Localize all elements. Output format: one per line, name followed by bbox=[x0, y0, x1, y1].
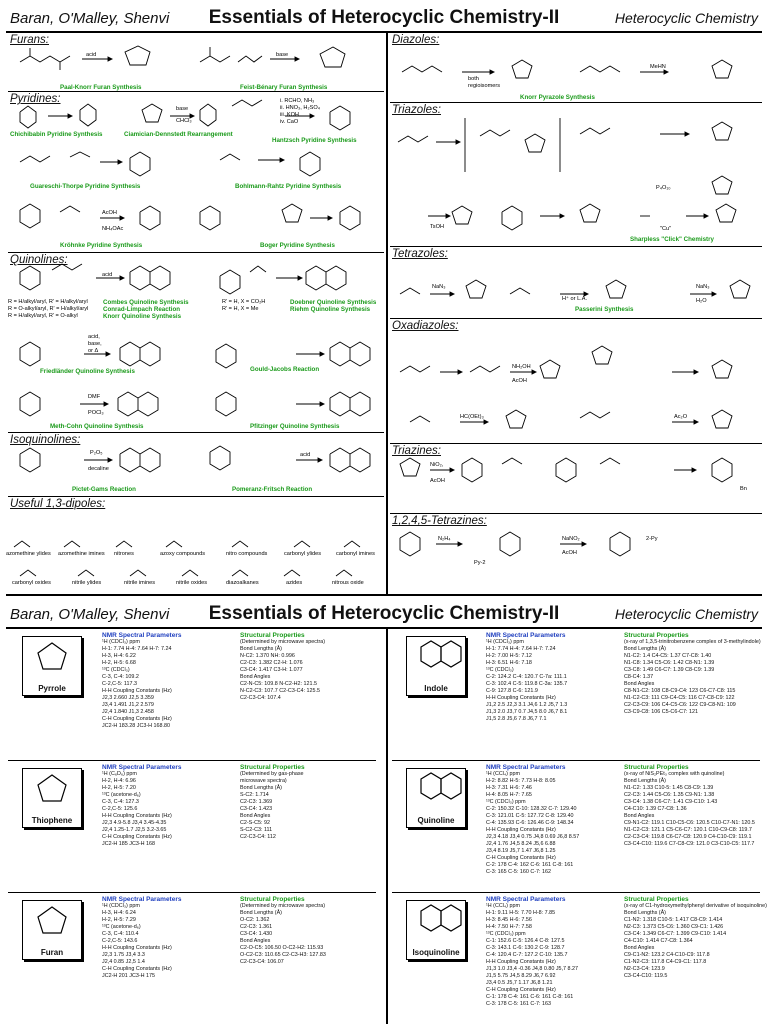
dipole-8: nitrile ylides bbox=[72, 580, 102, 586]
nmr-line: ¹H (CDCl₃) ppm bbox=[102, 903, 140, 909]
nmr-line: C-H Coupling Constants (Hz) bbox=[102, 716, 172, 722]
friedlander-cond-1: acid, bbox=[88, 334, 100, 340]
nmr-line: C-3: 102.4 C-5: 119.8 C-3a: 135.7 bbox=[486, 681, 568, 687]
structural-properties bbox=[240, 764, 305, 841]
reaction-krohnke: Kröhnke Pyridine Synthesis bbox=[60, 242, 143, 249]
molecule-card bbox=[22, 900, 82, 960]
reagent-nano2: NaNO₂ bbox=[562, 536, 580, 542]
structural-line: Bond Lengths (Å) bbox=[624, 910, 666, 916]
section-tetrazines: 1,2,4,5-Tetrazines: bbox=[392, 515, 487, 527]
molecule-card bbox=[406, 900, 466, 960]
reagent-hcoet3: HC(OEt)₃ bbox=[460, 414, 484, 420]
nmr-line: C-1: 178 C-4: 161 C-6: 161 C-8: 161 bbox=[486, 994, 574, 1000]
combes-note-3: R = H/alkyl/aryl, R' = O-alkyl bbox=[8, 313, 78, 319]
structural-properties bbox=[624, 632, 761, 716]
dipole-5: carbonyl ylides bbox=[284, 551, 321, 557]
structural-line: Bond Lengths (Å) bbox=[240, 910, 282, 916]
molecule-name: Quinoline bbox=[417, 816, 455, 825]
nmr-line: C-9: 127.8 C-6: 121.9 bbox=[486, 688, 538, 694]
nmr-line: H-3: 6.51 H-6: 7.18 bbox=[486, 660, 532, 666]
structural-line: (Determined by gas-phase bbox=[240, 771, 304, 777]
molecule-card bbox=[406, 768, 466, 828]
nmr-line: H-1: 7.74 H-4: 7.64 H-7: 7.24 bbox=[102, 646, 172, 652]
reagent-nan3-2: NaN₃ bbox=[696, 284, 710, 290]
section-dipoles: Useful 1,3-dipoles: bbox=[10, 498, 106, 510]
nmr-line: H-3: 8.45 H-6: 7.56 bbox=[486, 917, 532, 923]
nmr-line: C-2,C-5: 125.6 bbox=[102, 806, 138, 812]
reaction-hantzsch: Hantzsch Pyridine Synthesis bbox=[272, 137, 357, 144]
nmr-line: J2,4 1.76 J4,5 8.24 J5,6 6.88 bbox=[486, 841, 556, 847]
structural-line: O-C2: 1.362 bbox=[240, 917, 270, 923]
nmr-heading: NMR Spectral Parameters bbox=[102, 764, 182, 771]
section-diazoles: Diazoles: bbox=[392, 34, 440, 46]
nmr-line: C-4: 135.93 C-6: 126.46 C-9: 148.34 bbox=[486, 820, 574, 826]
nmr-line: H-1: 9.11 H-5: 7.70 H-8: 7.85 bbox=[486, 910, 556, 916]
nmr-line: H-1: 7.74 H-4: 7.64 H-7: 7.24 bbox=[486, 646, 556, 652]
structural-line: C1-N2-C3: 117.8 C4-C9-C1: 117.8 bbox=[624, 959, 707, 965]
nmr-line: H-H Coupling Constants (Hz) bbox=[102, 688, 172, 694]
structural-line: C4-C10: 1.39 C7-C8: 1.36 bbox=[624, 806, 687, 812]
structural-heading: Structural Properties bbox=[240, 632, 305, 639]
nmr-line: ¹H (C₆D₆) ppm bbox=[102, 771, 137, 777]
reaction-passerini: Passerini Synthesis bbox=[575, 306, 634, 313]
structural-line: microwave spectra) bbox=[240, 778, 287, 784]
reagent-chcl3: CHCl₃ bbox=[176, 118, 192, 124]
diazole-cond-2: regioisomers bbox=[468, 83, 501, 89]
structural-line: Bond Lengths (Å) bbox=[240, 785, 282, 791]
reaction-sharpless: Sharpless "Click" Chemistry bbox=[630, 236, 714, 243]
nmr-line: H-2, H-5: 7.29 bbox=[102, 917, 136, 923]
structural-line: C3-C4: 1.349 C6-C7: 1.399 C9-C10: 1.414 bbox=[624, 931, 727, 937]
structural-line: C2-C3: 1.382 C2-H: 1.076 bbox=[240, 660, 303, 666]
structural-line: Bond Lengths (Å) bbox=[624, 778, 666, 784]
panel-divider bbox=[392, 760, 760, 761]
nmr-line: C-3: 178 C-5: 161 C-7: 163 bbox=[486, 1001, 552, 1007]
reagent-acid: acid bbox=[86, 52, 97, 58]
nmr-line: JC2-H 201 JC3-H 175 bbox=[102, 973, 156, 979]
nmr-line: C-3, C-4: 110.4 bbox=[102, 931, 139, 937]
structural-line: N1-C2: 1.33 C10-5: 1.45 C8-C9: 1.39 bbox=[624, 785, 714, 791]
nmr-line: H-H Coupling Constants (Hz) bbox=[102, 945, 172, 951]
reagent-acoh-2: AcOH bbox=[430, 478, 445, 484]
nmr-line: ¹H (CDCl₃) ppm bbox=[102, 639, 140, 645]
reaction-knorr-pyrazole: Knorr Pyrazole Synthesis bbox=[520, 94, 595, 101]
nmr-line: C-2,C-5: 143.6 bbox=[102, 938, 138, 944]
nmr-line: J2,3 2.660 J2,5 3.359 bbox=[102, 695, 154, 701]
nmr-line: C-2: 124.2 C-4: 120.7 C-7a: 111.1 bbox=[486, 674, 567, 680]
pictet-cond-1: P₂O₅ bbox=[90, 450, 103, 456]
nmr-parameters bbox=[102, 632, 181, 730]
structural-line: C4-C10: 1.414 C7-C8: 1.364 bbox=[624, 938, 693, 944]
structural-line: N1-C2-C3: 111 C9-C4-C5: 116 C7-C8-C9: 122 bbox=[624, 695, 735, 701]
reaction-gould-jacobs: Gould-Jacobs Reaction bbox=[250, 366, 320, 373]
nmr-line: C-H Coupling Constants (Hz) bbox=[486, 855, 556, 861]
structural-line: C2-C3-C9: 106 C4-C5-C6: 122 C9-C8-N1: 109 bbox=[624, 702, 736, 708]
nmr-line: J1,2 2.5 J2,3 3.1 J4,6 1.2 J5,7 1.3 bbox=[486, 702, 568, 708]
nmr-line: J2,4 1.840 J1,3 2.458 bbox=[102, 709, 154, 715]
nmr-line: C-2,C-5: 117.3 bbox=[102, 681, 137, 687]
dipole-4: nitro compounds bbox=[226, 551, 268, 557]
combes-note-2: R = O-alkyl/aryl, R' = H/alkyl/aryl bbox=[8, 306, 89, 312]
page1-header bbox=[6, 4, 762, 34]
structural-line: C9-N1-C2: 119.1 C10-C5-C6: 120.5 C10-C7-N1: 120.5 bbox=[624, 820, 755, 826]
nmr-line: J1,3 2.0 J3,7 0.7 J4,5 8.0 J6,7 8.1 bbox=[486, 709, 568, 715]
nmr-line: C-3: 121.01 C-5: 127.72 C-8: 129.40 bbox=[486, 813, 574, 819]
krohnke-cond-2: NH₄OAc bbox=[102, 226, 124, 232]
reagent-acoh-3: AcOH bbox=[562, 550, 577, 556]
dipole-12: azides bbox=[286, 580, 303, 586]
friedlander-cond-3: or Δ bbox=[88, 348, 99, 354]
dipole-2: nitrones bbox=[114, 551, 134, 557]
molecule-structure-icon bbox=[407, 769, 465, 813]
structural-line: C2-C3-C4: 107.4 bbox=[240, 695, 281, 701]
nmr-line: H-3: 7.31 H-6: 7.46 bbox=[486, 785, 532, 791]
section-isoquinolines: Isoquinolines: bbox=[10, 434, 81, 446]
nmr-line: C-4: 120.4 C-7: 127.2 C-10: 135.7 bbox=[486, 952, 568, 958]
structural-line: C3-C4-C10: 119.6 C7-C8-C9: 121.0 C3-C10-C5: 117.7 bbox=[624, 841, 755, 847]
section-oxadiazoles: Oxadiazoles: bbox=[392, 320, 459, 332]
hantzsch-step-4: iv. CaO bbox=[280, 119, 299, 125]
friedlander-cond-2: base, bbox=[88, 341, 102, 347]
reagent-nio2: NiO₂, bbox=[430, 462, 444, 468]
dipole-10: nitrile oxides bbox=[176, 580, 208, 586]
reaction-boger: Boger Pyridine Synthesis bbox=[260, 242, 335, 249]
nmr-line: C-3: 165 C-5: 160 C-7: 162 bbox=[486, 869, 552, 875]
reagent-cu: "Cu" bbox=[660, 226, 672, 232]
combes-note-1: R = H/alkyl/aryl, R' = H/alkyl/aryl bbox=[8, 299, 88, 305]
structural-line: S-C2: 1.714 bbox=[240, 792, 269, 798]
molecule-card bbox=[22, 768, 82, 828]
nmr-line: J1,5 2.8 J5,6 7.8 J6,7 7.1 bbox=[486, 716, 547, 722]
structural-line: N1-C8: 1.34 C5-C6: 1.42 C8-N1: 1.39 bbox=[624, 660, 715, 666]
molecule-name: Indole bbox=[424, 684, 448, 693]
structural-line: O-C2-C3: 110.65 C2-C3-H3: 127.83 bbox=[240, 952, 326, 958]
reagent-n2h4: N₂H₄ bbox=[438, 536, 451, 542]
label-2py: 2-Py bbox=[646, 536, 658, 542]
reagent-nan3: NaN₃ bbox=[432, 284, 446, 290]
nmr-line: H-H Coupling Constants (Hz) bbox=[486, 827, 556, 833]
structural-line: Bond Lengths (Å) bbox=[624, 646, 666, 652]
dipole-3: azoxy compounds bbox=[160, 551, 206, 557]
structural-line: Bond Angles bbox=[624, 681, 655, 687]
dipole-13: nitrous oxide bbox=[332, 580, 364, 586]
hantzsch-step-2: ii. HNO₃, H₂SO₄ bbox=[280, 105, 320, 111]
structural-line: C1-N2: 1.318 C10-5: 1.417 C8-C9: 1.414 bbox=[624, 917, 723, 923]
structural-line: N-C2: 1.370 NH: 0.996 bbox=[240, 653, 295, 659]
reaction-feist-benary: Feist-Bénary Furan Synthesis bbox=[240, 84, 328, 91]
reaction-riehm: Riehm Quinoline Synthesis bbox=[290, 306, 371, 313]
molecule-name: Pyrrole bbox=[38, 684, 66, 693]
nmr-line: C-1: 152.6 C-5: 126.4 C-8: 127.5 bbox=[486, 938, 565, 944]
reaction-combes: Combes Quinoline Synthesis bbox=[103, 299, 189, 306]
structural-line: C3-C8: 1.49 C6-C7: 1.39 C8-C9: 1.39 bbox=[624, 667, 715, 673]
reagent-acid-3: acid bbox=[300, 452, 311, 458]
nmr-line: C-H Coupling Constants (Hz) bbox=[102, 966, 172, 972]
molecule-name: Thiophene bbox=[31, 816, 73, 825]
nmr-line: ¹H (CDCl₃) ppm bbox=[486, 639, 524, 645]
nmr-line: ¹³C (CDCl₃) ppm bbox=[486, 799, 526, 805]
structural-properties bbox=[240, 896, 326, 966]
nmr-line: ¹H (CCl₄) ppm bbox=[486, 771, 520, 777]
nmr-line: C-3: 143.1 C-6: 130.2 C-9: 128.7 bbox=[486, 945, 565, 951]
structural-line: C3-C4: 1.430 bbox=[240, 931, 273, 937]
hantzsch-step-1: i. RCHO, NH₃ bbox=[280, 98, 315, 104]
section-pyridines: Pyridines: bbox=[10, 93, 61, 105]
page-divider bbox=[6, 594, 762, 596]
reagent-base: base bbox=[276, 52, 289, 58]
nmr-line: H-4: 8.05 H-7: 7.65 bbox=[486, 792, 532, 798]
structural-line: Bond Angles bbox=[624, 813, 655, 819]
nmr-parameters bbox=[486, 632, 567, 723]
nmr-line: ¹³C (acetone-d₆) bbox=[102, 924, 141, 930]
nmr-line: ¹H (CCl₄) ppm bbox=[486, 903, 520, 909]
structural-line: C3-C4: 1.417 C3-H: 1.077 bbox=[240, 667, 303, 673]
nmr-line: H-H Coupling Constants (Hz) bbox=[102, 813, 172, 819]
structural-line: (x-ray of NiS₂PEt₃ complex with quinoline) bbox=[624, 771, 725, 777]
structural-heading: Structural Properties bbox=[624, 896, 689, 903]
structural-line: Bond Angles bbox=[240, 938, 271, 944]
nmr-line: ¹³C (CDCl₃) ppm bbox=[486, 931, 526, 937]
meth-cohn-cond-1: DMF bbox=[88, 394, 101, 400]
panel-divider bbox=[8, 760, 376, 761]
structural-line: C3-C9-C8: 106 C5-C6-C7: 121 bbox=[624, 709, 699, 715]
nmr-line: J1,5 5.75 J4,5 8.29 J6,7 6.92 bbox=[486, 973, 556, 979]
meth-cohn-cond-2: POCl₃ bbox=[88, 410, 104, 416]
nmr-line: C-3, C-4: 109.2 bbox=[102, 674, 139, 680]
structural-line: (Determined by microwave spectra) bbox=[240, 639, 326, 645]
structural-line: C2-C3: 1.369 bbox=[240, 799, 273, 805]
authors-2: Baran, O'Malley, Shenvi bbox=[10, 606, 170, 623]
structural-properties bbox=[624, 764, 755, 848]
nmr-line: H-4: 7.50 H-7: 7.58 bbox=[486, 924, 532, 930]
reaction-paal-knorr: Paal-Knorr Furan Synthesis bbox=[60, 84, 142, 91]
structural-line: C2-C3: 1.44 C5-C6: 1.35 C9-N1: 1.38 bbox=[624, 792, 715, 798]
molecule-name: Isoquinoline bbox=[412, 948, 460, 957]
panel-divider bbox=[8, 892, 376, 893]
structural-line: N2-C3-C4: 123.9 bbox=[624, 966, 665, 972]
nmr-line: JC2-H 185 JC3-H 168 bbox=[102, 841, 156, 847]
nmr-line: J3,4 1.491 J1,2 2.579 bbox=[102, 702, 154, 708]
molecule-structure-icon bbox=[407, 901, 465, 945]
nmr-parameters bbox=[102, 764, 181, 848]
nmr-line: C-2: 178 C-4: 162 C-6: 161 C-8: 161 bbox=[486, 862, 574, 868]
nmr-line: J2,3 4.9-5.8 J3,4 3.45-4.35 bbox=[102, 820, 167, 826]
hantzsch-step-3: iii. KOH bbox=[280, 112, 299, 118]
nmr-line: C-2: 150.32 C-10: 128.32 C-7: 129.40 bbox=[486, 806, 577, 812]
column-divider-2 bbox=[386, 628, 388, 1024]
molecule-structure-icon bbox=[407, 637, 465, 681]
structural-line: S-C2-C3: 111 bbox=[240, 827, 273, 833]
structural-heading: Structural Properties bbox=[240, 896, 305, 903]
dipole-9: nitrile imines bbox=[124, 580, 156, 586]
structural-line: C2-C3-C4: 112 bbox=[240, 834, 276, 840]
reaction-friedlander: Friedländer Quinoline Synthesis bbox=[40, 368, 135, 375]
reaction-meth-cohn: Meth-Cohn Quinoline Synthesis bbox=[50, 423, 144, 430]
structural-line: C3-C4-C10: 119.5 bbox=[624, 973, 668, 979]
authors: Baran, O'Malley, Shenvi bbox=[10, 10, 170, 27]
reagent-passerini-cond: H⁺ or L.A. bbox=[562, 296, 588, 302]
nmr-line: H-2, H-5: 7.20 bbox=[102, 785, 136, 791]
structural-line: (x-ray of 1,3,5-trinitrobenzene complex of 3-methylindole) bbox=[624, 639, 761, 645]
reagent-p4o10: P₄O₁₀ bbox=[656, 185, 671, 191]
nmr-line: J3,4 0.5 J5,7 1.17 J6,8 1.21 bbox=[486, 980, 553, 986]
reaction-doebner: Doebner Quinoline Synthesis bbox=[290, 299, 377, 306]
nmr-parameters bbox=[486, 764, 579, 876]
nmr-line: H-2, H-4: 6.96 bbox=[102, 778, 136, 784]
reaction-ciamician: Ciamician-Dennstedt Rearrangement bbox=[124, 131, 233, 138]
nmr-line: H-H Coupling Constants (Hz) bbox=[486, 695, 556, 701]
nmr-heading: NMR Spectral Parameters bbox=[102, 896, 182, 903]
section-quinolines: Quinolines: bbox=[10, 254, 68, 266]
structural-line: C2-C3: 1.361 bbox=[240, 924, 273, 930]
nmr-heading: NMR Spectral Parameters bbox=[486, 632, 566, 639]
nmr-line: H-H Coupling Constants (Hz) bbox=[486, 959, 556, 965]
reagent-mehnh2: MeHN bbox=[650, 64, 666, 70]
nmr-line: C-H Coupling Constants (Hz) bbox=[102, 834, 172, 840]
nmr-heading: NMR Spectral Parameters bbox=[102, 632, 182, 639]
reagent-base-2: base bbox=[176, 106, 189, 112]
label-bn: Bn bbox=[740, 486, 747, 492]
dipole-1: azomethine imines bbox=[58, 551, 105, 557]
structural-properties bbox=[240, 632, 325, 702]
reaction-pomeranz-fritsch: Pomeranz-Fritsch Reaction bbox=[232, 486, 313, 493]
molecule-name: Furan bbox=[40, 948, 64, 957]
reaction-guareschi: Guareschi-Thorpe Pyridine Synthesis bbox=[30, 183, 141, 190]
dipole-6: carbonyl imines bbox=[336, 551, 375, 557]
reaction-conrad: Conrad-Limpach Reaction bbox=[103, 306, 181, 313]
structural-line: C8-C4: 1.37 bbox=[624, 674, 654, 680]
section-triazoles: Triazoles: bbox=[392, 104, 441, 116]
reaction-chichibabin: Chichibabin Pyridine Synthesis bbox=[10, 131, 103, 138]
doebner-note-2: R' = H, X = Me bbox=[222, 306, 259, 312]
reagent-nh2oh: NH₂OH bbox=[512, 364, 531, 370]
nmr-line: ¹³C (acetone-d₆) bbox=[102, 792, 141, 798]
structural-line: C2-C3-C4: 106.07 bbox=[240, 959, 284, 965]
page-title: Essentials of Heterocyclic Chemistry-II bbox=[208, 7, 560, 28]
nmr-line: C-3, C-4: 127.3 bbox=[102, 799, 139, 805]
reaction-pictet-gams: Pictet-Gams Reaction bbox=[72, 486, 136, 493]
structural-line: Bond Lengths (Å) bbox=[240, 646, 282, 652]
structural-line: C2-S-C5: 92 bbox=[240, 820, 270, 826]
structural-line: Bond Angles bbox=[624, 945, 655, 951]
structural-line: Bond Angles bbox=[240, 813, 271, 819]
panel-divider bbox=[392, 892, 760, 893]
nmr-parameters bbox=[486, 896, 578, 1008]
nmr-heading: NMR Spectral Parameters bbox=[486, 896, 566, 903]
structural-properties bbox=[624, 896, 767, 980]
structural-heading: Structural Properties bbox=[624, 632, 689, 639]
header-rule-2 bbox=[6, 627, 762, 629]
reagent-h2o: H₂O bbox=[696, 298, 707, 304]
nmr-line: H-2: 8.82 H-5: 7.73 H-8: 8.05 bbox=[486, 778, 556, 784]
structural-line: C3-C4: 1.423 bbox=[240, 806, 273, 812]
section-furans: Furans: bbox=[10, 34, 49, 46]
reagent-acid-2: acid bbox=[102, 272, 113, 278]
nmr-line: ¹³C (CDCl₃) bbox=[102, 667, 130, 673]
structural-line: C3-C4: 1.38 C6-C7: 1.41 C9-C10: 1.43 bbox=[624, 799, 718, 805]
topic-label-2: Heterocyclic Chemistry bbox=[614, 606, 758, 622]
diazole-cond-1: both bbox=[468, 76, 479, 82]
nmr-line: JC2-H 183.28 JC3-H 168.80 bbox=[102, 723, 171, 729]
section-triazines: Triazines: bbox=[392, 445, 441, 457]
molecule-card bbox=[22, 636, 82, 696]
reagent-acoh: AcOH bbox=[512, 378, 527, 384]
structural-line: Bond Angles bbox=[240, 674, 271, 680]
nmr-line: H-3, H-4: 6.22 bbox=[102, 653, 136, 659]
nmr-line: J1,3 1.0 J3,4 -0.36 J4,8 0.80 J5,7 8.27 bbox=[486, 966, 579, 972]
structural-line: (Determined by microwave spectra) bbox=[240, 903, 326, 909]
nmr-line: ¹³C (CDCl₃) bbox=[486, 667, 514, 673]
structural-line: C8-N1-C2: 108 C8-C9-C4: 123 C6-C7-C8: 115 bbox=[624, 688, 736, 694]
reagent-ac2o: Ac₂O bbox=[674, 414, 688, 420]
label-py2: Py-2 bbox=[474, 560, 486, 566]
topic-label: Heterocyclic Chemistry bbox=[614, 10, 758, 26]
structural-line: C2-N-C5: 109.8 N-C2-H2: 121.5 bbox=[240, 681, 317, 687]
reaction-knorr-quinoline: Knorr Quinoline Synthesis bbox=[103, 313, 182, 320]
molecule-card bbox=[406, 636, 466, 696]
structural-line: C2-O-C5: 106.50 O-C2-H2: 115.93 bbox=[240, 945, 324, 951]
page2-header bbox=[6, 600, 762, 630]
structural-heading: Structural Properties bbox=[240, 764, 305, 771]
structural-line: N-C2-C3: 107.7 C2-C3-C4: 125.5 bbox=[240, 688, 320, 694]
dipole-7: carbonyl oxides bbox=[12, 580, 51, 586]
page-title-2: Essentials of Heterocyclic Chemistry-II bbox=[208, 603, 560, 624]
nmr-line: C-H Coupling Constants (Hz) bbox=[486, 987, 556, 993]
nmr-line: H-3, H-4: 6.24 bbox=[102, 910, 136, 916]
molecule-structure-icon bbox=[23, 637, 81, 681]
structural-line: N1-C2: 1.4 C4-C5: 1.37 C7-C8: 1.40 bbox=[624, 653, 712, 659]
structural-line: N1-C2-C3: 121.1 C5-C6-C7: 120.1 C10-C9-C8: 119.7 bbox=[624, 827, 752, 833]
nmr-heading: NMR Spectral Parameters bbox=[486, 764, 566, 771]
structural-line: N2-C3: 1.373 C5-C6: 1.360 C9-C1: 1.426 bbox=[624, 924, 724, 930]
structural-line: (x-ray of C1-hydroxymethylphenyl derivative of isoquinoline) bbox=[624, 903, 767, 909]
pictet-cond-2: decaline bbox=[88, 466, 109, 472]
reaction-bohlmann: Bohlmann-Rahtz Pyridine Synthesis bbox=[235, 183, 342, 190]
structural-line: C2-C3-C4: 119.8 C6-C7-C8: 120.9 C4-C10-C9: 119.1 bbox=[624, 834, 752, 840]
nmr-line: H-2: 7.00 H-5: 7.12 bbox=[486, 653, 532, 659]
structural-heading: Structural Properties bbox=[624, 764, 689, 771]
nmr-line: J2,4 0.85 J2,5 1.4 bbox=[102, 959, 145, 965]
section-tetrazoles: Tetrazoles: bbox=[392, 248, 448, 260]
molecule-structure-icon bbox=[23, 901, 81, 945]
krohnke-cond-1: AcOH bbox=[102, 210, 117, 216]
nmr-line: J2,4 1.25-1.7 J2,5 3.2-3.65 bbox=[102, 827, 167, 833]
reaction-pfitzinger: Pfitzinger Quinoline Synthesis bbox=[250, 423, 340, 430]
nmr-line: J3,4 8.19 J5,7 1.47 J6,8 1.25 bbox=[486, 848, 556, 854]
molecule-structure-icon bbox=[23, 769, 81, 813]
dipole-0: azomethine ylides bbox=[6, 551, 51, 557]
nmr-line: J2,3 4.18 J3,4 0.75 J4,8 0.69 J6,8 8.57 bbox=[486, 834, 580, 840]
nmr-line: H-2, H-5: 6.68 bbox=[102, 660, 136, 666]
nmr-line: J2,3 1.75 J3,4 3.3 bbox=[102, 952, 145, 958]
structural-line: C9-C1-N2: 123.2 C4-C10-C9: 117.8 bbox=[624, 952, 710, 958]
nmr-parameters bbox=[102, 896, 181, 980]
reagent-tsoh: TsOH bbox=[430, 224, 444, 230]
doebner-note-1: R' = H, X = CO₂H bbox=[222, 299, 266, 305]
dipole-11: diazoalkanes bbox=[226, 580, 259, 586]
